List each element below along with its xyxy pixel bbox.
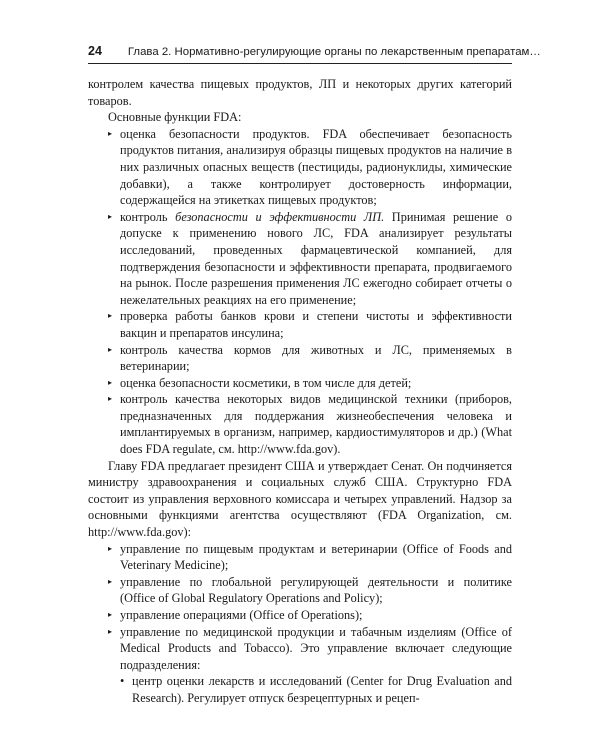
- triangle-bullet-icon: ▸: [108, 626, 113, 636]
- page-body: [88, 76, 512, 707]
- triangle-bullet-icon: ▸: [108, 344, 113, 354]
- list-item-text: контроль качества кормов для животных и ЛС, применяемых в ветеринарии;: [120, 342, 512, 374]
- list-item-text: управление по пищевым продуктам и ветеринарии (Office of Foods and Veterinary Medicine);: [120, 541, 512, 573]
- dot-bullet-icon: •: [120, 674, 125, 689]
- list-item-text-before: контроль: [120, 209, 176, 224]
- triangle-bullet-icon: ▸: [108, 377, 113, 387]
- list-item-text: управление по глобальной регулирующей деятельности и политике (Office of Global Regulatory Operations and Policy);: [120, 574, 512, 606]
- list-item: [88, 342, 512, 375]
- functions-list: [88, 126, 512, 458]
- triangle-bullet-icon: ▸: [108, 576, 113, 586]
- list-item: [88, 624, 512, 707]
- list-item-text-after: Принимая решение о допуске к применению нового ЛС, FDA анализирует результаты исследований, проведенных фармацевтической компанией, для подтверждения безопасности и эффективности препарата, продвигаемого на рынок. После разрешения применения ЛС ежегодно собирает отчеты о нежелательных реакциях на его применение;: [120, 209, 512, 307]
- list-item: [88, 375, 512, 392]
- list-item: [88, 607, 512, 624]
- list-item-text: оценка безопасности продуктов. FDA обеспечивает безопасность продуктов питания, анализируя образцы пищевых продуктов на наличие в них различных опасных веществ (пестициды, радионуклиды, химические добавки), а также контролирует достоверность информации, содержащейся на этикетках пищевых продуктов;: [120, 126, 512, 208]
- list-item: [88, 126, 512, 209]
- running-header: [88, 44, 541, 64]
- sub-list-item: [88, 673, 512, 706]
- list-item-text: оценка безопасности косметики, в том числе для детей;: [120, 375, 412, 390]
- intro-continuation: контролем качества пищевых продуктов, ЛП и некоторых других категорий товаров.: [88, 77, 512, 108]
- functions-heading: Основные функции FDA:: [108, 110, 242, 125]
- page-number: 24: [88, 44, 102, 58]
- triangle-bullet-icon: ▸: [108, 394, 113, 404]
- sub-list-item-text: центр оценки лекарств и исследований (Center for Drug Evaluation and Research). Регулирует отпуск безрецептурных и рецеп-: [132, 674, 512, 705]
- list-item: [88, 574, 512, 607]
- list-item-text: управление по медицинской продукции и табачным изделиям (Office of Medical Products and Tobacco). Это управление включает следующие подразделения:: [120, 624, 512, 672]
- list-item-text: контроль качества некоторых видов медицинской техники (приборов, предназначенных для поддержания жизнеобеспечения человека и имплантируемых в организм, например, кардиостимуляторов и др.) (What does FDA regulate, см. http://www.fda.gov).: [120, 392, 512, 457]
- list-item-text: проверка работы банков крови и степени чистоты и эффективности вакцин и препаратов инсулина;: [120, 309, 512, 340]
- triangle-bullet-icon: ▸: [108, 311, 113, 321]
- triangle-bullet-icon: ▸: [108, 543, 113, 553]
- list-item-text: управление операциями (Office of Operations);: [120, 608, 363, 622]
- head-paragraph: Главу FDA предлагает президент США и утверждает Сенат. Он подчиняется министру здравоохранения и социальных служб США. Структурно FDA состоит из управления верховного комиссара и четырех управлений. Надзор за основными функциями агентства осуществляют (FDA Organization, см. http://www.fda.gov):: [88, 458, 512, 540]
- list-item-text-italic: безопасности и эффективности ЛП.: [175, 209, 385, 224]
- list-item: [88, 391, 512, 457]
- list-item: [88, 541, 512, 574]
- subdivisions-list: [120, 673, 512, 706]
- list-item: [88, 308, 512, 341]
- running-title: Глава 2. Нормативно-регулирующие органы по лекарственным препаратам…: [127, 46, 541, 58]
- triangle-bullet-icon: ▸: [108, 610, 113, 619]
- list-item: [88, 209, 512, 309]
- triangle-bullet-icon: ▸: [108, 211, 113, 221]
- triangle-bullet-icon: ▸: [108, 128, 113, 138]
- offices-list: [88, 541, 512, 707]
